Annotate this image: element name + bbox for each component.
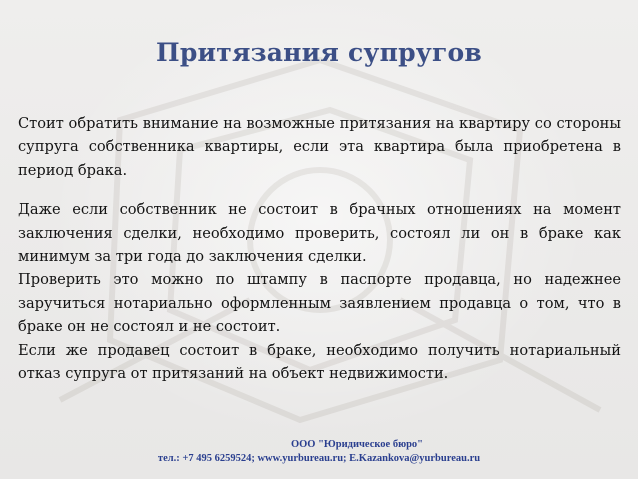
footer-contacts: тел.: +7 495 6259524; www.yurbureau.ru; E.Kazankova@yurbureau.ru [157, 453, 481, 464]
slide-title: Притязания супругов [156, 38, 482, 67]
paragraph: Даже если собственник не состоит в брачных отношениях на момент заключения сделки, необходимо проверить, состоял ли он в браке как минимум за три года до заключения сделки. [18, 201, 621, 266]
paragraph: Стоит обратить внимание на возможные притязания на квартиру со стороны супруга собственника квартиры, если эта квартира была приобретена в период брака. [18, 115, 621, 179]
paragraph: Если же продавец состоит в браке, необходимо получить нотариальный отказ супруга от притязаний на объект недвижимости. [18, 341, 621, 383]
paragraph: Проверить это можно по штампу в паспорте продавца, но надежнее заручиться нотариально оформленным заявлением продавца о том, что в браке он не состоял и не состоит. [18, 271, 621, 336]
footer-company: ООО "Юридическое бюро" [290, 439, 424, 450]
slide-footer [0, 438, 638, 466]
slide-body [18, 112, 621, 385]
